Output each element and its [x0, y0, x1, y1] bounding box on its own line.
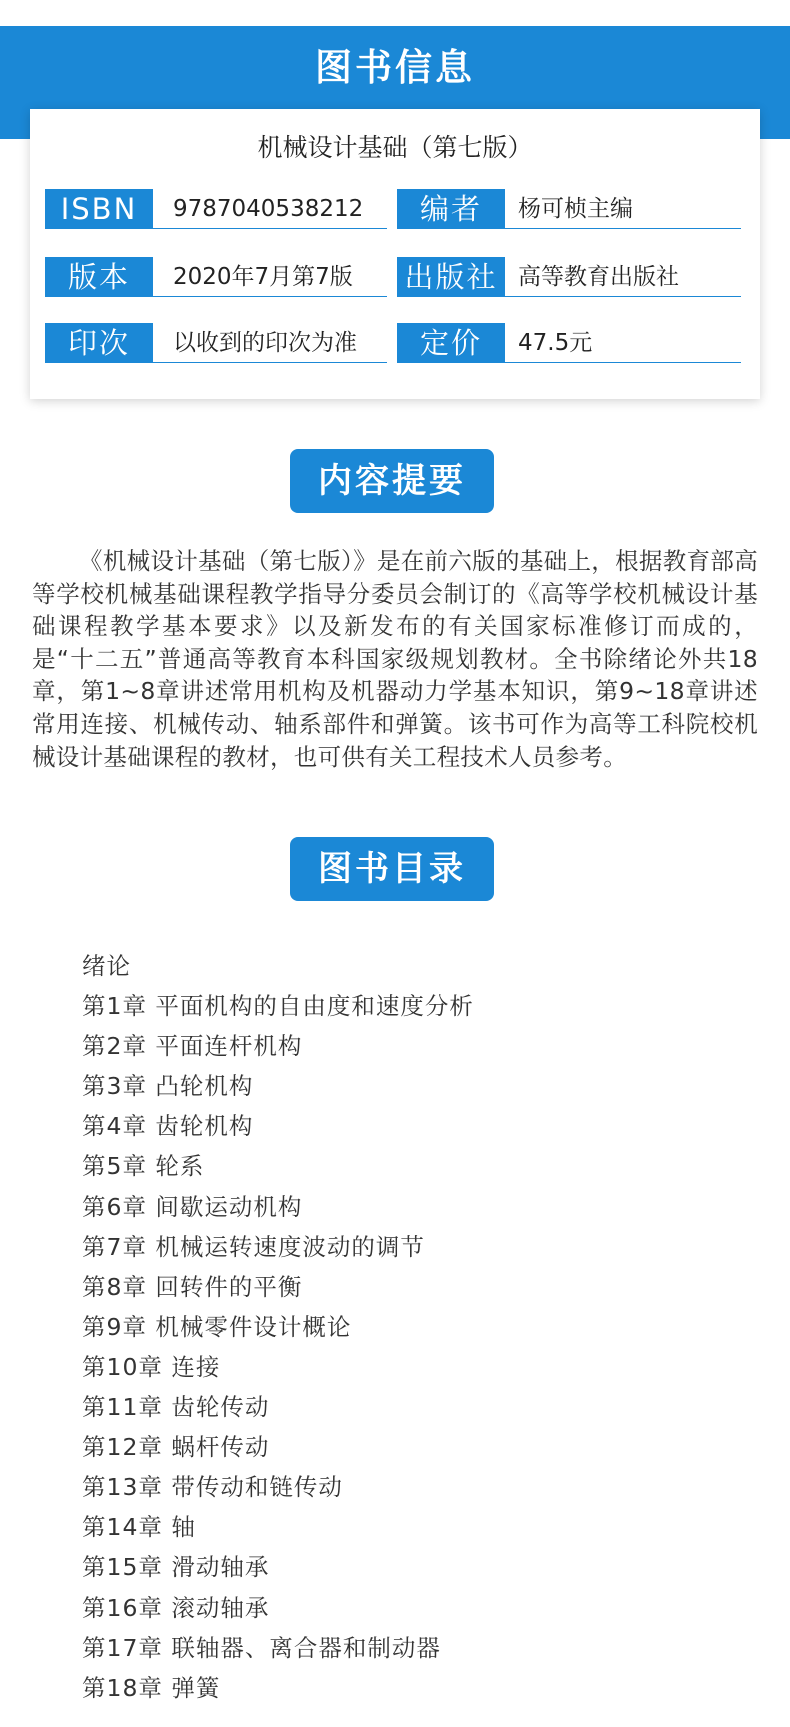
field-label: 版本 [45, 257, 153, 297]
field-edition [45, 257, 387, 297]
toc-heading: 图书目录 [290, 837, 494, 901]
field-editor [397, 189, 741, 229]
summary-text: 《机械设计基础（第七版）》是在前六版的基础上，根据教育部高等学校机械基础课程教学指导分委员会制订的《高等学校机械设计基础课程教学基本要求》以及新发布的有关国家标准修订而成的，是“十二五”普通高等教育本科国家级规划教材。全书除绪论外共18章，第1~8章讲述常用机构及机器动力学基本知识，第9~18章讲述常用连接、机械传动、轴系部件和弹簧。该书可作为高等工科院校机械设计基础课程的教材，也可供有关工程技术人员参考。 [32, 547, 758, 771]
field-value: 9787040538212 [153, 189, 387, 229]
field-price [397, 323, 741, 363]
toc-item: 第17章 联轴器、离合器和制动器 [82, 1633, 441, 1662]
toc-item: 第9章 机械零件设计概论 [82, 1312, 352, 1341]
toc-item: 第5章 轮系 [82, 1152, 205, 1181]
field-value: 2020年7月第7版 [153, 257, 387, 297]
field-label: 定价 [397, 323, 505, 363]
toc-item: 第16章 滚动轴承 [82, 1593, 270, 1622]
toc-item: 第1章 平面机构的自由度和速度分析 [82, 992, 474, 1021]
toc-item: 绪论 [82, 952, 131, 980]
book-info-card [30, 109, 760, 399]
book-title: 机械设计基础（第七版） [257, 133, 533, 162]
page-title: 图书信息 [315, 46, 475, 89]
toc-item: 第3章 凸轮机构 [82, 1072, 254, 1101]
toc-list [82, 946, 732, 1708]
summary-heading: 内容提要 [290, 449, 494, 513]
toc-item: 第12章 蜗杆传动 [82, 1433, 270, 1462]
toc-item: 第2章 平面连杆机构 [82, 1032, 303, 1061]
field-value: 47.5元 [505, 323, 741, 363]
toc-item: 第13章 带传动和链传动 [82, 1473, 343, 1502]
toc-item: 第11章 齿轮传动 [82, 1393, 270, 1422]
toc-item: 第15章 滑动轴承 [82, 1553, 270, 1582]
toc-item: 第4章 齿轮机构 [82, 1112, 254, 1141]
field-value: 以收到的印次为准 [153, 323, 387, 363]
toc-item: 第18章 弹簧 [82, 1673, 221, 1702]
field-label: 编者 [397, 189, 505, 229]
field-value: 高等教育出版社 [505, 257, 741, 297]
field-label: 印次 [45, 323, 153, 363]
field-value: 杨可桢主编 [505, 189, 741, 229]
field-publisher [397, 257, 741, 297]
toc-item: 第10章 连接 [82, 1352, 221, 1381]
field-label: 出版社 [397, 257, 505, 297]
toc-item: 第7章 机械运转速度波动的调节 [82, 1232, 425, 1261]
field-printing [45, 323, 387, 363]
toc-item: 第8章 回转件的平衡 [82, 1272, 303, 1301]
toc-item: 第14章 轴 [82, 1513, 196, 1542]
field-label: ISBN [45, 189, 153, 229]
field-isbn [45, 189, 387, 229]
toc-item: 第6章 间歇运动机构 [82, 1192, 303, 1221]
